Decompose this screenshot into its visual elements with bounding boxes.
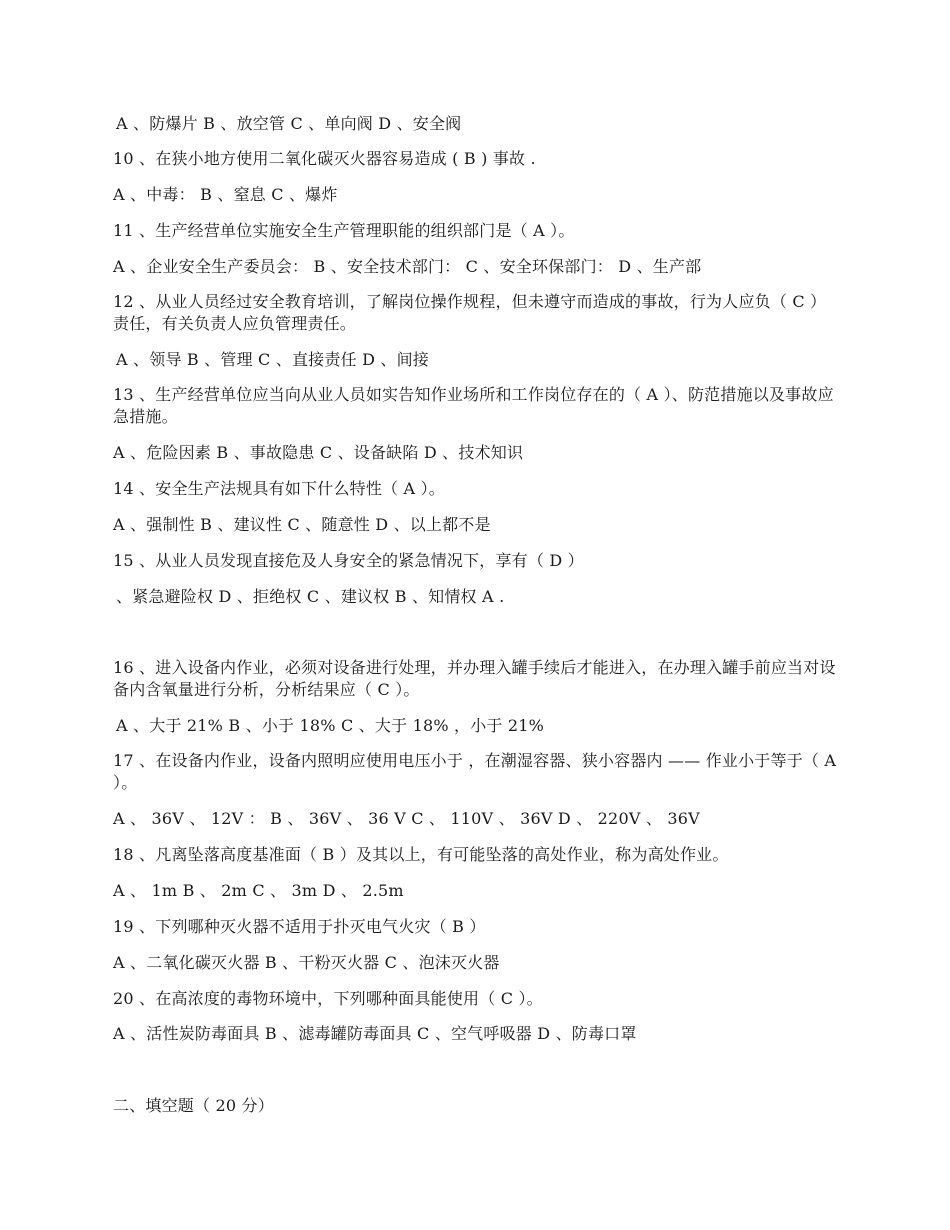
q10-options: A 、中毒： B 、窒息 C 、爆炸 [113, 185, 338, 204]
question-19: 19 、下列哪种灭火器不适用于扑灭电气火灾（ B ） [113, 917, 486, 936]
question-10: 10 、在狭小地方使用二氧化碳灭火器容易造成 ( B ) 事故 . [113, 149, 536, 168]
section-heading-fill-in: 二、填空题（ 20 分） [113, 1096, 274, 1115]
q17-options: A 、 36V 、 12V ： B 、 36V 、 36 V C 、 110V 、 36V D 、 220V 、 36V [113, 809, 700, 828]
question-12: 12 、从业人员经过安全教育培训，了解岗位操作规程，但未遵守而造成的事故，行为人应负（ C ）责任，有关负责人应负管理责任。 [113, 292, 827, 333]
question-16: 16 、进入设备内作业，必须对设备进行处理，并办理入罐手续后才能进入，在办理入罐手前应当对设备内含氧量进行分析，分析结果应（ C ）。 [113, 658, 836, 699]
q13-options: A 、危险因素 B 、事故隐患 C 、设备缺陷 D 、技术知识 [113, 443, 524, 462]
question-20: 20 、在高浓度的毒物环境中，下列哪种面具能使用（ C ）。 [113, 989, 543, 1008]
question-14: 14 、安全生产法规具有如下什么特性（ A ）。 [113, 479, 445, 498]
question-11: 11 、生产经营单位实施安全生产管理职能的组织部门是（ A ）。 [113, 221, 575, 240]
q11-options: A 、企业安全生产委员会： B 、安全技术部门： C 、安全环保部门： D 、生产部 [113, 257, 702, 276]
question-18: 18 、凡离坠落高度基准面（ B ）及其以上，有可能坠落的高处作业，称为高处作业。 [113, 845, 729, 864]
q16-options: A 、大于 21% B 、小于 18% C 、大于 18% ，小于 21% [116, 716, 545, 735]
q20-options: A 、活性炭防毒面具 B 、滤毒罐防毒面具 C 、空气呼吸器 D 、防毒口罩 [113, 1024, 637, 1043]
q14-options: A 、强制性 B 、建议性 C 、随意性 D 、以上都不是 [113, 515, 491, 534]
question-15: 15 、从业人员发现直接危及人身安全的紧急情况下，享有（ D ） [113, 551, 584, 570]
question-13: 13 、生产经营单位应当向从业人员如实告知作业场所和工作岗位存在的（ A ）、防范措施以及事故应急措施。 [113, 385, 834, 426]
q9-options: A 、防爆片 B 、放空管 C 、单向阀 D 、安全阀 [116, 114, 462, 133]
q19-options: A 、二氧化碳灭火器 B 、干粉灭火器 C 、泡沫灭火器 [113, 953, 500, 972]
q18-options: A 、 1m B 、 2m C 、 3m D 、 2.5m [113, 881, 404, 900]
q15-options: 、紧急避险权 D 、拒绝权 C 、建议权 B 、知情权 A . [116, 587, 505, 606]
q12-options: A 、领导 B 、管理 C 、直接责任 D 、间接 [116, 350, 429, 369]
question-17: 17 、在设备内作业，设备内照明应使用电压小于 ，在潮湿容器、狭小容器内 —— 作业小于等于（ A ）。 [113, 751, 837, 792]
